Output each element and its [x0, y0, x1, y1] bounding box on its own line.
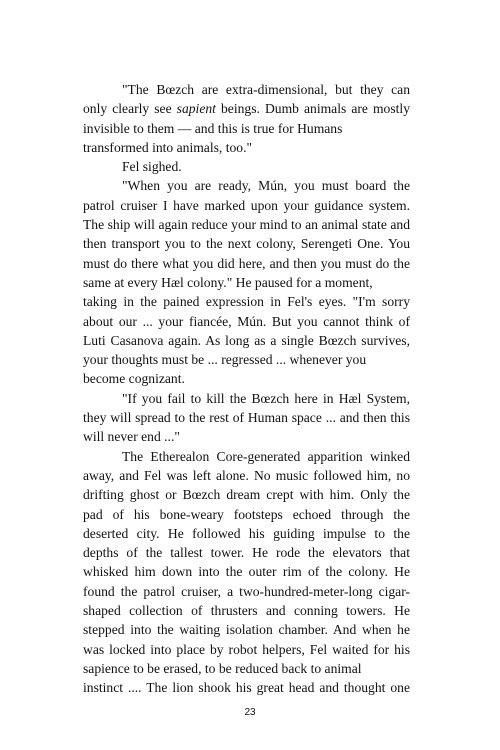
text-line: away, and Fel was left alone. No music followed him, no: [83, 467, 410, 483]
text-line: drifting ghost or Bœzch dream crept with him. Only the: [83, 487, 410, 503]
text-segment: beings. Dumb animals are mostly: [215, 101, 410, 117]
text-line: whisked him down into the outer rim of the colony. He: [83, 564, 410, 580]
text-line: shaped collection of thrusters and conning towers. He: [83, 603, 410, 619]
body-text: [83, 80, 410, 698]
text-line: deserted city. He followed his guiding impulse to the: [83, 525, 410, 541]
text-line: "The Bœzch are extra-dimensional, but they can: [122, 82, 410, 97]
text-line: depths of the tallest tower. He rode the elevators that: [83, 545, 410, 561]
text-line: Luti Casanova again. As long as a single Bœzch survives,: [83, 332, 410, 348]
text-line: "When you are ready, Mún, you must board the: [122, 178, 410, 194]
text-line: must do there what you did here, and then you must do the: [83, 255, 410, 271]
text-line: found the patrol cruiser, a two-hundred-meter-long cigar-: [83, 583, 410, 599]
text-line: "If you fail to kill the Bœzch here in Hæl System,: [122, 390, 410, 406]
text-line: stepped into the waiting isolation chamber. And when he: [83, 622, 410, 638]
emphasis: sapient: [176, 101, 216, 117]
text-line: Fel sighed.: [122, 159, 182, 175]
text-line: your thoughts must be ... regressed ... whenever you: [83, 352, 367, 368]
text-line: patrol cruiser I have marked upon your guidance system.: [83, 197, 410, 213]
text-line: then transport you to the next colony, Serengeti One. You: [83, 236, 410, 252]
text-line: same at every Hæl colony." He paused for a moment,: [83, 274, 373, 290]
text-line: they will spread to the rest of Human space ... and then this: [83, 410, 410, 426]
text-line: pad of his bone-weary footsteps echoed through the: [83, 506, 410, 522]
page-number: 23: [244, 707, 256, 718]
text-line: sapience to be erased, to be reduced back to animal: [83, 660, 362, 676]
text-line: will never end ...": [83, 429, 180, 445]
text-line: invisible to them — and this is true for Humans: [83, 120, 343, 136]
text-line: The ship will again reduce your mind to an animal state and: [83, 217, 410, 233]
text-line: about our ... your fiancée, Mún. But you cannot think of: [83, 313, 410, 329]
text-line: taking in the pained expression in Fel's eyes. "I'm sorry: [83, 294, 410, 310]
text-line: [83, 99, 410, 118]
text-line: The Etherealon Core-generated apparition winked: [122, 448, 410, 464]
text-line: transformed into animals, too.": [83, 139, 253, 155]
text-line: instinct .... The lion shook his great head and thought one: [83, 680, 410, 696]
text-line: was locked into place by robot helpers, Fel waited for his: [83, 641, 410, 657]
text-segment: only clearly see: [83, 101, 177, 117]
text-line: become cognizant.: [83, 371, 185, 387]
